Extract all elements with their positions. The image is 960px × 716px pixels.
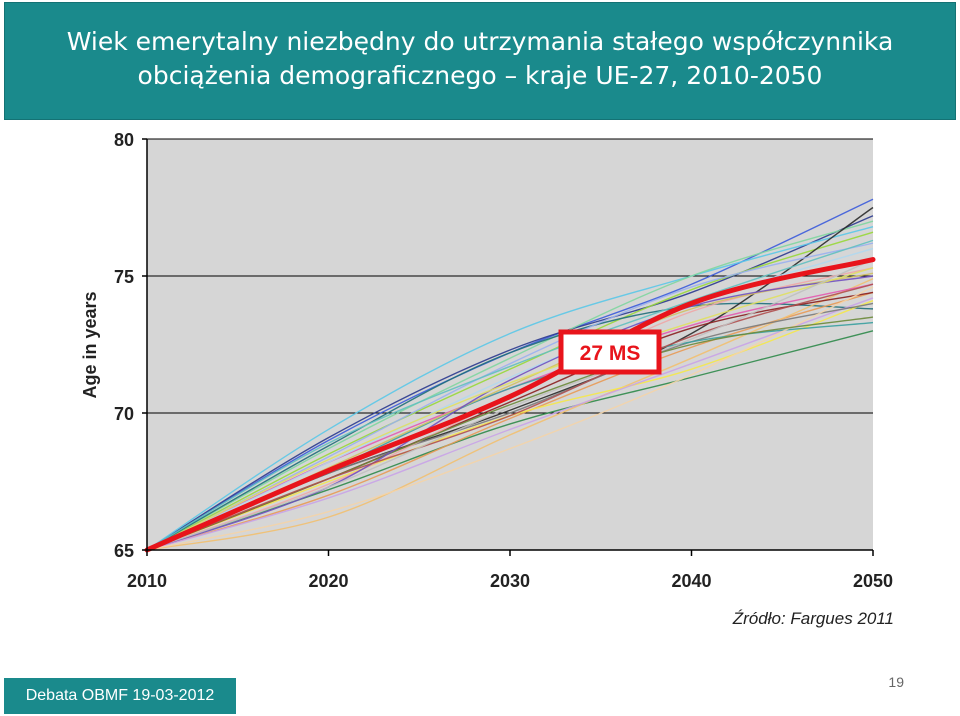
x-tick-label: 2020: [308, 571, 349, 591]
title-line-1: Wiek emerytalny niezbędny do utrzymania stałego współczynnika: [66, 27, 894, 56]
y-tick-labels: [114, 130, 134, 561]
x-tick-labels: [127, 571, 893, 591]
y-axis-label: Age in years: [80, 291, 100, 399]
title-line-2: obciążenia demograficznego – kraje UE-27, 2010-2050: [137, 61, 823, 90]
footer-event-label: Debata OBMF 19-03-2012: [4, 678, 236, 714]
annotation-callout: [561, 332, 659, 372]
y-tick-label: 75: [113, 267, 134, 287]
x-tick-label: 2040: [671, 571, 712, 591]
slide-title: [5, 25, 955, 93]
title-banner: [4, 2, 956, 120]
source-note: Źródło: Fargues 2011: [732, 609, 894, 628]
x-tick-label: 2050: [852, 571, 894, 591]
y-tick-label: 70: [113, 404, 134, 424]
page-number: 19: [888, 674, 904, 690]
x-tick-label: 2030: [489, 571, 531, 591]
x-tick-label: 2010: [126, 571, 168, 591]
retirement-age-chart: [60, 120, 920, 600]
y-tick-label: 80: [113, 130, 134, 150]
y-tick-label: 65: [113, 541, 134, 561]
annotation-label: 27 MS: [579, 342, 641, 365]
